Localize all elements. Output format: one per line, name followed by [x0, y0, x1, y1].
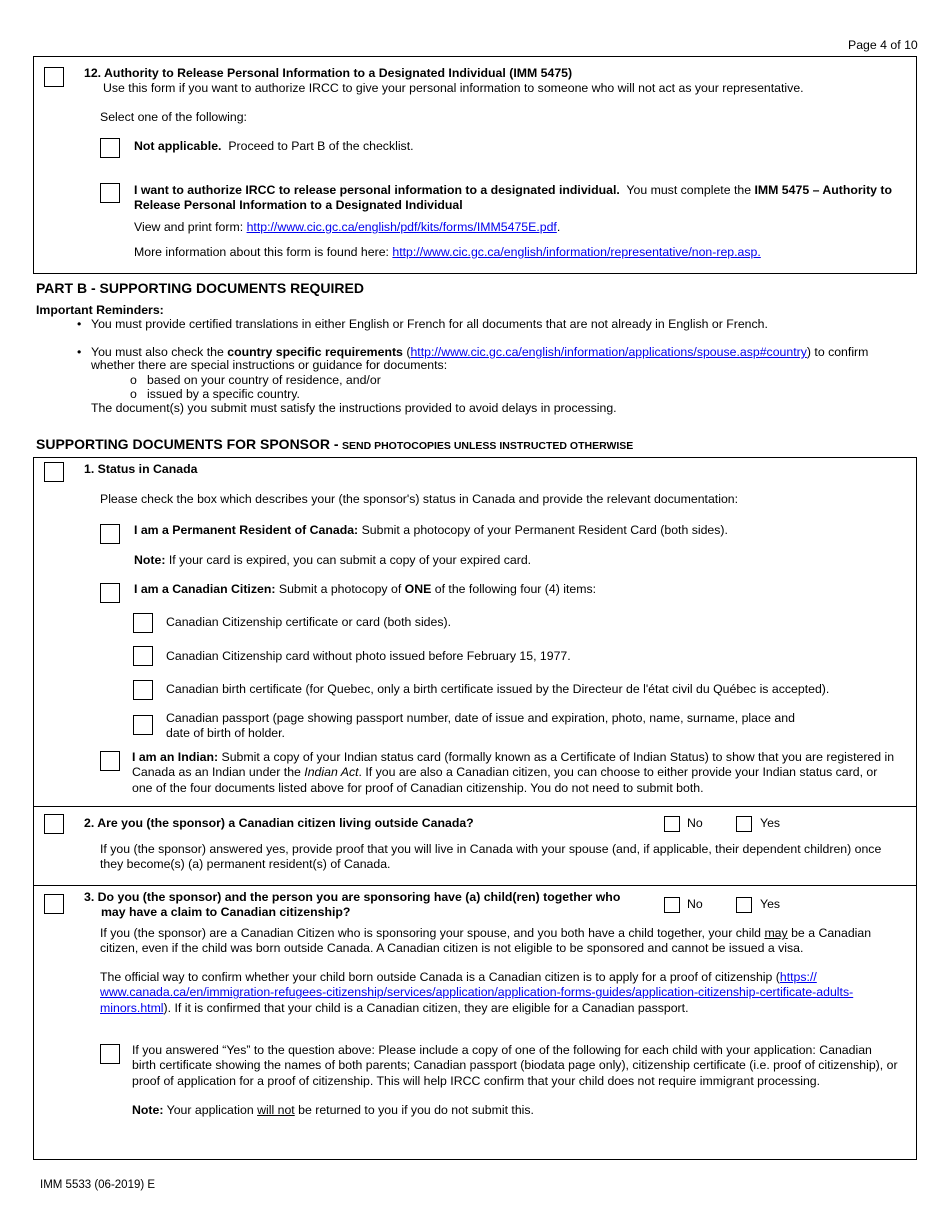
- proof-of-citizenship-link-1[interactable]: https://: [779, 970, 817, 984]
- indian-status-label: I am an Indian: Submit a copy of your Indian status card (formally known as a Certificate of Indian Status) to show that you are registered in Canada as an Indian under the Indian Act. If you are also a Canadian citizen, you can choose to either provide your Indian status card, or one of the four documents listed above for proof of Canadian citizenship. You do not need to submit both.: [132, 750, 895, 795]
- item2-checkbox[interactable]: [44, 814, 64, 834]
- item12-title: 12. Authority to Release Personal Information to a Designated Individual (IMM 5475): [84, 66, 573, 80]
- item12-checkbox[interactable]: [44, 67, 64, 87]
- reminder-sub-1: o based on your country of residence, and/or: [130, 373, 381, 387]
- important-reminders-title: Important Reminders:: [36, 303, 164, 317]
- non-rep-info-link[interactable]: http://www.cic.gc.ca/english/information/representative/non-rep.asp.: [392, 245, 761, 259]
- permanent-resident-label: I am a Permanent Resident of Canada: Submit a photocopy of your Permanent Resident Card (both sides).: [134, 523, 728, 537]
- reminder-bullet-1: • You must provide certified translations in either English or French for all documents that are not already in English or French.: [77, 317, 768, 331]
- part-b-heading: PART B - SUPPORTING DOCUMENTS REQUIRED: [36, 280, 364, 296]
- item3-yes-label: Yes: [760, 897, 781, 911]
- item1-checkbox[interactable]: [44, 462, 64, 482]
- citizenship-card-label: Canadian Citizenship card without photo issued before February 15, 1977.: [166, 649, 571, 663]
- citizenship-certificate-label: Canadian Citizenship certificate or card (both sides).: [166, 615, 452, 629]
- item3-checkbox[interactable]: [44, 894, 64, 914]
- item3-yes-checkbox[interactable]: [736, 897, 752, 913]
- page-number: Page 4 of 10: [848, 38, 918, 52]
- child-documents-checkbox[interactable]: [100, 1044, 120, 1064]
- item2-description: If you (the sponsor) answered yes, provide proof that you will live in Canada with your spouse (and, if applicable, their dependent children) once they become(s) (a) permanent resident(s) of Canada.: [100, 842, 882, 872]
- proof-of-citizenship-link-2[interactable]: www.canada.ca/en/immigration-refugees-citizenship/services/application/application-forms-guides/application-citizenship-certificate-adults-: [100, 985, 854, 1000]
- item2-no-checkbox[interactable]: [664, 816, 680, 832]
- imm5475-form-link[interactable]: http://www.cic.gc.ca/english/pdf/kits/forms/IMM5475E.pdf: [246, 220, 557, 234]
- item3-no-label: No: [687, 897, 703, 911]
- birth-certificate-label: Canadian birth certificate (for Quebec, only a birth certificate issued by the Directeur de l'état civil du Québec is accepted).: [166, 682, 830, 696]
- item2-yes-label: Yes: [760, 816, 781, 830]
- item12-authorize-checkbox[interactable]: [100, 183, 120, 203]
- item12-more-info: More information about this form is found here: http://www.cic.gc.ca/english/information/representative/non-rep.asp.: [134, 245, 761, 259]
- indian-status-checkbox[interactable]: [100, 751, 120, 771]
- country-requirements-link[interactable]: http://www.cic.gc.ca/english/information/applications/spouse.asp#country: [410, 345, 807, 359]
- citizenship-card-checkbox[interactable]: [133, 646, 153, 666]
- item3-paragraph-2: The official way to confirm whether your child born outside Canada is a Canadian citizen is to apply for a proof of citizenship (https:// www.canada.ca/en/immigration-refugees-citizenship/services/application/application-forms-guides/application-citizenship-certificate-adults- minors.html). If it is confirmed that your child is a Canadian citizen, they are eligible for a Canadian passport.: [100, 970, 854, 1015]
- item2-yes-checkbox[interactable]: [736, 816, 752, 832]
- canadian-citizen-checkbox[interactable]: [100, 583, 120, 603]
- item12-not-applicable-checkbox[interactable]: [100, 138, 120, 158]
- child-documents-label: If you answered “Yes” to the question above: Please include a copy of one of the following for each child with your application: Canadian birth certificate showing the names of both parents; Canadian passport (biodata page only), citizenship certificate (i.e. proof of citizenship), or proof of application for a proof of citizenship. This will help IRCC confirm that your child does not require immigrant processing.: [132, 1043, 898, 1088]
- item12-authorize-label: I want to authorize IRCC to release personal information to a designated individual. You must complete the IMM 5475 – Authority to Release Personal Information to a Designated Individual: [134, 183, 893, 213]
- citizenship-certificate-checkbox[interactable]: [133, 613, 153, 633]
- reminder-satisfy: The document(s) you submit must satisfy the instructions provided to avoid delays in processing.: [91, 401, 617, 415]
- item3-no-checkbox[interactable]: [664, 897, 680, 913]
- permanent-resident-checkbox[interactable]: [100, 524, 120, 544]
- proof-of-citizenship-link-3[interactable]: minors.html: [100, 1000, 164, 1015]
- passport-label: Canadian passport (page showing passport number, date of issue and expiration, photo, name, surname, place and date of birth of holder.: [166, 711, 795, 741]
- item1-description: Please check the box which describes your (the sponsor's) status in Canada and provide the relevant documentation:: [100, 492, 739, 506]
- form-code-footer: IMM 5533 (06-2019) E: [40, 1179, 156, 1191]
- item3-note: Note: Your application will not be returned to you if you do not submit this.: [132, 1103, 534, 1117]
- reminder-sub-2: o issued by a specific country.: [130, 387, 300, 401]
- item12-view-form: View and print form: http://www.cic.gc.ca/english/pdf/kits/forms/IMM5475E.pdf.: [134, 220, 561, 234]
- item12-select-label: Select one of the following:: [100, 110, 247, 124]
- item12-not-applicable-label: Not applicable. Proceed to Part B of the checklist.: [134, 139, 414, 153]
- item2-title: 2. Are you (the sponsor) a Canadian citizen living outside Canada?: [84, 816, 474, 830]
- birth-certificate-checkbox[interactable]: [133, 680, 153, 700]
- reminder-bullet-2: • You must also check the country specific requirements (http://www.cic.gc.ca/english/information/applications/spouse.asp#country) to confirm: [77, 345, 869, 359]
- item12-description: Use this form if you want to authorize IRCC to give your personal information to someone who will not act as your representative.: [103, 81, 804, 95]
- canadian-citizen-label: I am a Canadian Citizen: Submit a photocopy of ONE of the following four (4) items:: [134, 582, 597, 596]
- item2-no-label: No: [687, 816, 703, 830]
- item3-paragraph-1: If you (the sponsor) are a Canadian Citizen who is sponsoring your spouse, and you both have a child together, your child may be a Canadian citizen, even if the child was born outside Canada. A Canadian citizen is not eligible to be sponsored and cannot be issued a visa.: [100, 926, 872, 956]
- item3-title: 3. Do you (the sponsor) and the person you are sponsoring have (a) child(ren) together who may have a claim to Canadian citizenship?: [84, 890, 621, 920]
- divider-item-3: [33, 885, 917, 886]
- sponsor-docs-heading: SUPPORTING DOCUMENTS FOR SPONSOR - SEND PHOTOCOPIES UNLESS INSTRUCTED OTHERWISE: [36, 436, 634, 452]
- reminder-bullet-2-cont: whether there are special instructions or guidance for documents:: [91, 358, 448, 372]
- pr-note: Note: If your card is expired, you can submit a copy of your expired card.: [134, 553, 532, 567]
- item1-title: 1. Status in Canada: [84, 462, 198, 476]
- passport-checkbox[interactable]: [133, 715, 153, 735]
- divider-item-2: [33, 806, 917, 807]
